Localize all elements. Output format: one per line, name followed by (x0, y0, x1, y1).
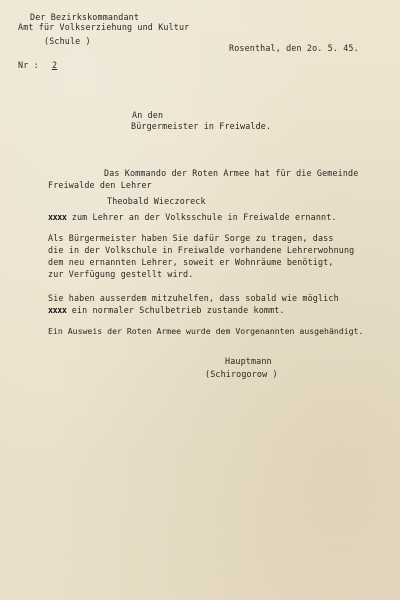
body-line-7: zur Verfügung gestellt wird. (48, 269, 194, 279)
body-line-3 (48, 212, 337, 222)
signature-name: (Schirogorow ) (205, 369, 278, 379)
recipient-line-2: Bürgermeister in Freiwalde. (131, 121, 272, 131)
body-line-8: Sie haben ausserdem mitzuhelfen, dass sobald wie möglich (48, 293, 339, 303)
reference-number (18, 60, 94, 70)
signature-rank: Hauptmann (225, 356, 272, 366)
place-date: Rosenthal, den 2o. 5. 45. (229, 43, 359, 53)
letterhead-line-2: Amt für Volkserziehung und Kultur (18, 22, 190, 32)
body-line-6: dem neu ernannten Lehrer, soweit er Wohnräume benötigt, (48, 257, 334, 267)
body-line-9 (48, 305, 285, 315)
body-line-9-text: ein normaler Schulbetrieb zustande kommt. (71, 305, 285, 315)
letterhead-line-1: Der Bezirkskommandant (30, 12, 140, 22)
struck-text: xxxx (48, 212, 67, 222)
body-line-5: die in der Volkschule in Freiwalde vorhandene Lehrerwohnung (48, 245, 355, 255)
body-line-10: Ein Ausweis der Roten Armee wurde dem Vorgenannten ausgehändigt. (48, 326, 364, 336)
body-line-2: Freiwalde den Lehrer (48, 180, 152, 190)
teacher-name: Theobald Wieczoreck (107, 196, 206, 206)
struck-text: xxxx (48, 305, 67, 315)
body-line-4: Als Bürgermeister haben Sie dafür Sorge zu tragen, dass (48, 233, 334, 243)
body-line-3-text: zum Lehrer an der Volksschule in Freiwalde ernannt. (71, 212, 337, 222)
reference-number-label: Nr : (18, 60, 39, 70)
letterhead-line-3: (Schule ) (44, 36, 91, 46)
recipient-line-1: An den (132, 110, 164, 120)
reference-number-value: 2 (51, 60, 58, 70)
body-line-1: Das Kommando der Roten Armee hat für die Gemeinde (104, 168, 359, 178)
